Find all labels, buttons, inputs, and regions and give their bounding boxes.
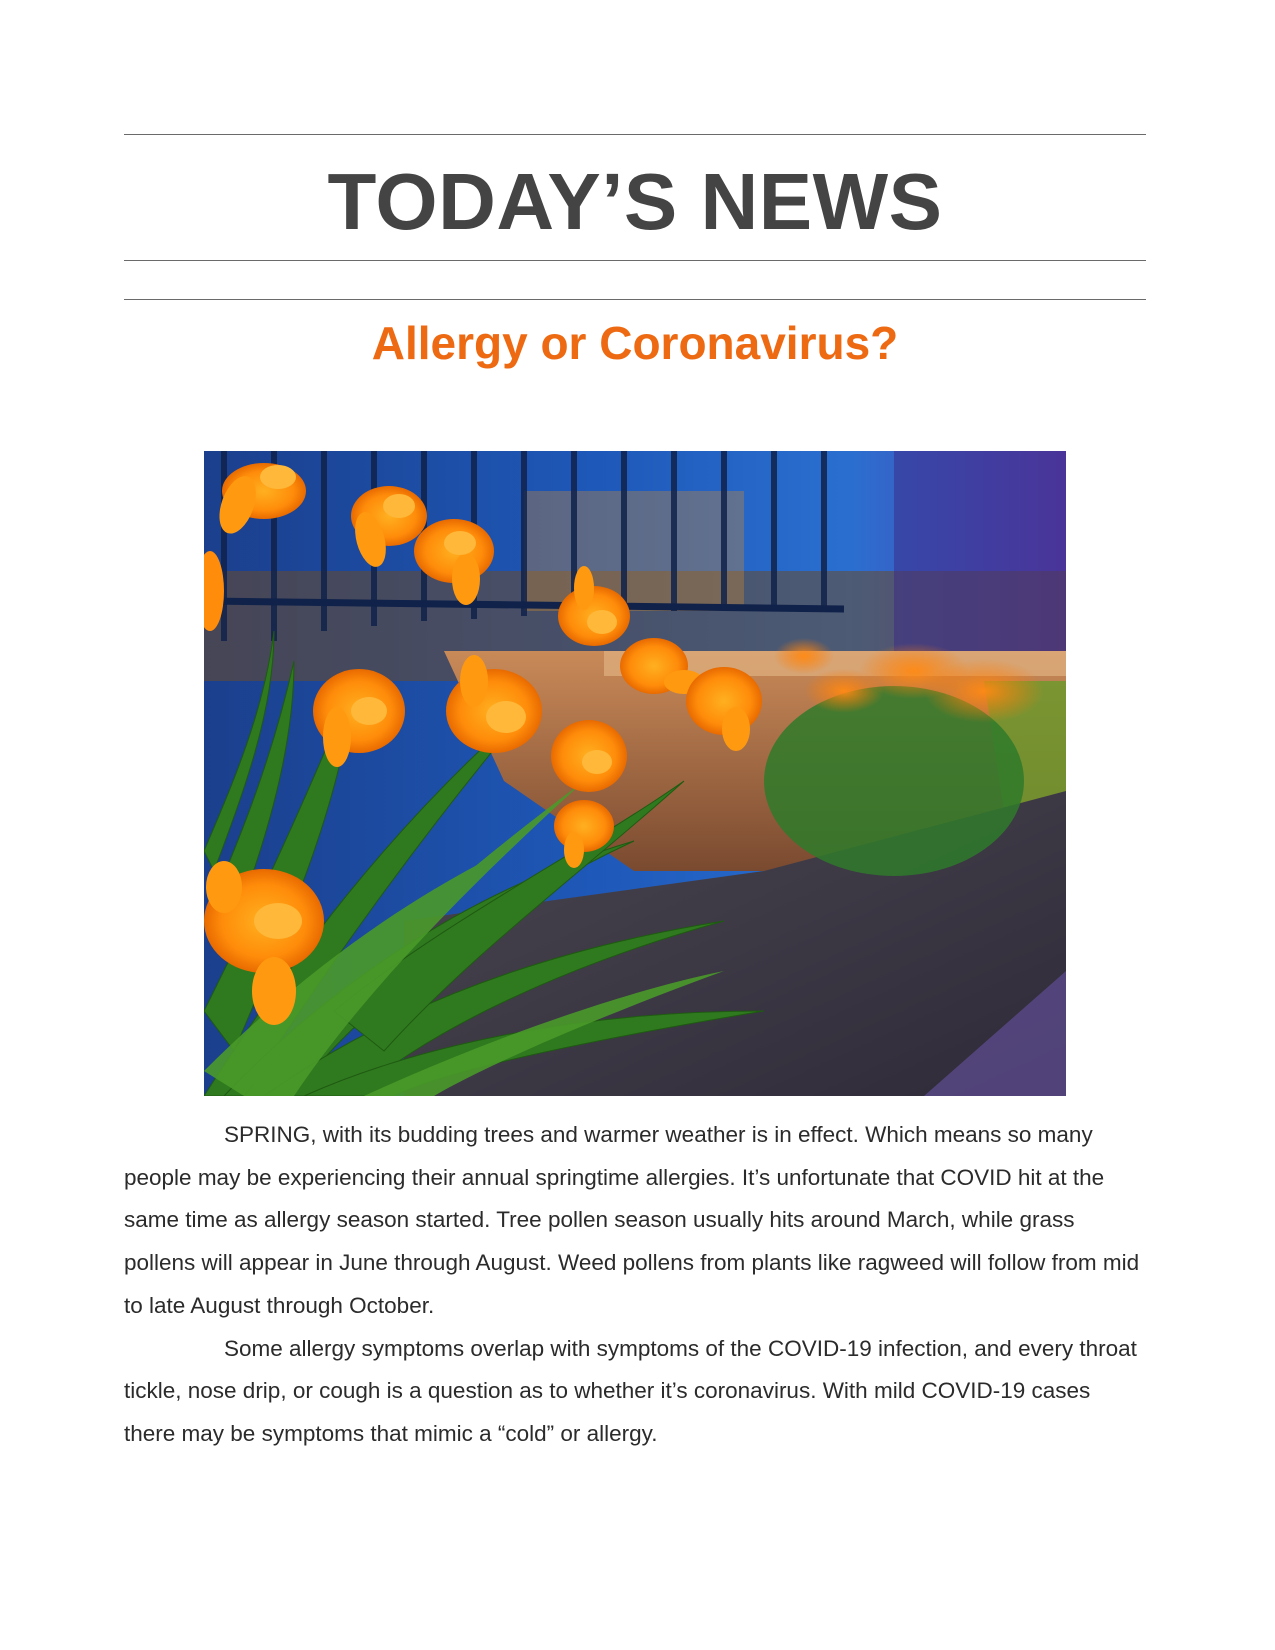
masthead-bottom-rule [124, 260, 1146, 261]
headline-top-rule [124, 299, 1146, 300]
article-body [124, 1114, 1146, 1456]
daffodils-photo [204, 451, 1066, 1096]
article-headline: Allergy or Coronavirus? [371, 317, 899, 369]
article-paragraph: Some allergy symptoms overlap with symptoms of the COVID-19 infection, and every throat tickle, nose drip, or cough is a question as to whether it’s coronavirus. With mild COVID-19 cases there may be symptoms that mimic a “cold” or allergy. [124, 1335, 1137, 1446]
masthead-top-rule [124, 134, 1146, 135]
masthead-title: TODAY’S NEWS [327, 157, 943, 246]
article-paragraph: SPRING, with its budding trees and warmer weather is in effect. Which means so many people may be experiencing their annual springtime allergies. It’s unfortunate that COVID hit at the same time as allergy season started. Tree pollen season usually hits around March, while grass pollens will appear in June through August. Weed pollens from plants like ragweed will follow from mid to late August through October. [124, 1122, 1140, 1318]
